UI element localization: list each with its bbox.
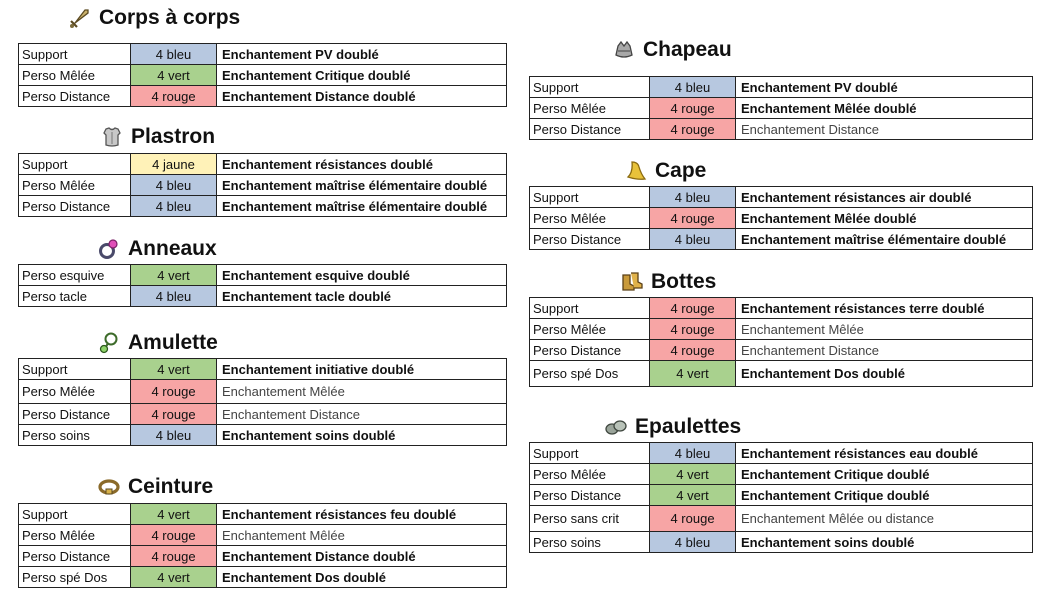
table-row: [530, 208, 1033, 229]
enchant-table: [529, 442, 1033, 553]
table-row: [19, 525, 507, 546]
role-cell: Perso soins: [530, 532, 650, 553]
role-cell: Perso Mêlée: [19, 175, 131, 196]
ring-icon: [97, 237, 121, 261]
enchant-table: [18, 358, 507, 446]
rune-value-cell: 4 rouge: [131, 525, 217, 546]
enchant-table: [18, 503, 507, 588]
rune-value-cell: 4 bleu: [131, 425, 217, 446]
role-cell: Perso Distance: [19, 86, 131, 107]
role-cell: Support: [530, 443, 650, 464]
table-row: [530, 319, 1033, 340]
table-row: [19, 546, 507, 567]
rune-value-cell: 4 rouge: [650, 340, 736, 361]
effect-cell: Enchantement résistances doublé: [217, 154, 507, 175]
effect-cell: Enchantement résistances feu doublé: [217, 504, 507, 525]
role-cell: Support: [19, 359, 131, 380]
table-row: [19, 265, 507, 286]
role-cell: Perso Distance: [19, 404, 131, 425]
section-title: [624, 157, 706, 185]
effect-cell: Enchantement Mêlée doublé: [736, 98, 1033, 119]
table-row: [19, 567, 507, 588]
effect-cell: Enchantement Distance doublé: [217, 546, 507, 567]
enchant-table: [18, 264, 507, 307]
table-row: [530, 464, 1033, 485]
rune-value-cell: 4 bleu: [650, 229, 736, 250]
effect-cell: Enchantement maîtrise élémentaire doublé: [217, 196, 507, 217]
effect-cell: Enchantement Mêlée: [217, 380, 507, 404]
effect-cell: Enchantement Distance: [736, 340, 1033, 361]
amulet-icon: [97, 331, 121, 355]
cape-icon: [624, 159, 648, 183]
role-cell: Support: [19, 44, 131, 65]
effect-cell: Enchantement tacle doublé: [217, 286, 507, 307]
role-cell: Perso Mêlée: [530, 98, 650, 119]
enchant-table: [18, 43, 507, 107]
rune-value-cell: 4 vert: [131, 65, 217, 86]
effect-cell: Enchantement PV doublé: [217, 44, 507, 65]
role-cell: Perso sans crit: [530, 506, 650, 532]
effect-cell: Enchantement résistances eau doublé: [736, 443, 1033, 464]
role-cell: Perso soins: [19, 425, 131, 446]
rune-value-cell: 4 rouge: [650, 208, 736, 229]
role-cell: Perso Mêlée: [530, 464, 650, 485]
rune-value-cell: 4 bleu: [650, 187, 736, 208]
role-cell: Perso Mêlée: [530, 208, 650, 229]
table-row: [19, 380, 507, 404]
rune-value-cell: 4 vert: [131, 504, 217, 525]
section-title: [612, 36, 732, 64]
section-title: [100, 123, 215, 151]
effect-cell: Enchantement Dos doublé: [217, 567, 507, 588]
rune-value-cell: 4 vert: [131, 359, 217, 380]
table-row: [19, 286, 507, 307]
role-cell: Perso Mêlée: [530, 319, 650, 340]
role-cell: Support: [19, 154, 131, 175]
sword-icon: [68, 6, 92, 30]
effect-cell: Enchantement esquive doublé: [217, 265, 507, 286]
role-cell: Perso Distance: [19, 196, 131, 217]
rune-value-cell: 4 bleu: [650, 443, 736, 464]
rune-value-cell: 4 rouge: [131, 86, 217, 107]
section-title-text: Plastron: [131, 125, 216, 148]
effect-cell: Enchantement Mêlée: [217, 525, 507, 546]
role-cell: Support: [19, 504, 131, 525]
effect-cell: Enchantement initiative doublé: [217, 359, 507, 380]
role-cell: Perso Distance: [530, 485, 650, 506]
effect-cell: Enchantement Critique doublé: [736, 464, 1033, 485]
rune-value-cell: 4 rouge: [131, 380, 217, 404]
table-row: [530, 443, 1033, 464]
effect-cell: Enchantement résistances air doublé: [736, 187, 1033, 208]
role-cell: Perso esquive: [19, 265, 131, 286]
section-title-text: Anneaux: [128, 237, 217, 260]
shoulder-pads-icon: [604, 415, 628, 439]
section-title-text: Corps à corps: [99, 6, 241, 29]
section-title: [97, 329, 218, 357]
table-row: [530, 340, 1033, 361]
table-row: [530, 229, 1033, 250]
rune-value-cell: 4 vert: [131, 567, 217, 588]
effect-cell: Enchantement soins doublé: [736, 532, 1033, 553]
rune-value-cell: 4 rouge: [650, 319, 736, 340]
rune-value-cell: 4 rouge: [650, 506, 736, 532]
table-row: [530, 119, 1033, 140]
table-row: [19, 65, 507, 86]
role-cell: Perso spé Dos: [19, 567, 131, 588]
table-row: [19, 175, 507, 196]
table-row: [530, 77, 1033, 98]
rune-value-cell: 4 vert: [650, 361, 736, 387]
effect-cell: Enchantement Critique doublé: [736, 485, 1033, 506]
table-row: [19, 504, 507, 525]
section-title-text: Cape: [655, 159, 707, 182]
belt-icon: [97, 475, 121, 499]
table-row: [19, 44, 507, 65]
effect-cell: Enchantement maîtrise élémentaire doublé: [217, 175, 507, 196]
table-row: [530, 187, 1033, 208]
rune-value-cell: 4 bleu: [131, 175, 217, 196]
table-row: [530, 532, 1033, 553]
section-title: [604, 413, 741, 441]
hat-icon: [612, 38, 636, 62]
effect-cell: Enchantement Distance: [217, 404, 507, 425]
table-row: [19, 359, 507, 380]
section-title: [68, 4, 240, 32]
rune-value-cell: 4 rouge: [131, 546, 217, 567]
role-cell: Support: [530, 298, 650, 319]
table-row: [19, 86, 507, 107]
table-row: [530, 506, 1033, 532]
effect-cell: Enchantement Critique doublé: [217, 65, 507, 86]
section-title: [97, 235, 217, 263]
role-cell: Perso Distance: [530, 340, 650, 361]
role-cell: Perso Distance: [19, 546, 131, 567]
effect-cell: Enchantement PV doublé: [736, 77, 1033, 98]
rune-value-cell: 4 vert: [650, 464, 736, 485]
rune-value-cell: 4 vert: [650, 485, 736, 506]
table-row: [19, 154, 507, 175]
role-cell: Perso Mêlée: [19, 380, 131, 404]
role-cell: Perso Mêlée: [19, 65, 131, 86]
role-cell: Perso Mêlée: [19, 525, 131, 546]
enchant-table: [529, 297, 1033, 387]
section-title-text: Ceinture: [128, 475, 214, 498]
role-cell: Perso Distance: [530, 229, 650, 250]
rune-value-cell: 4 bleu: [131, 196, 217, 217]
section-title: [620, 268, 716, 296]
rune-value-cell: 4 bleu: [650, 532, 736, 553]
effect-cell: Enchantement Mêlée doublé: [736, 208, 1033, 229]
effect-cell: Enchantement soins doublé: [217, 425, 507, 446]
enchant-table: [18, 153, 507, 217]
rune-value-cell: 4 rouge: [650, 119, 736, 140]
table-row: [19, 404, 507, 425]
rune-value-cell: 4 bleu: [650, 77, 736, 98]
role-cell: Support: [530, 77, 650, 98]
boots-icon: [620, 270, 644, 294]
role-cell: Perso tacle: [19, 286, 131, 307]
rune-value-cell: 4 rouge: [650, 298, 736, 319]
rune-value-cell: 4 jaune: [131, 154, 217, 175]
table-row: [530, 485, 1033, 506]
table-row: [530, 298, 1033, 319]
section-title-text: Epaulettes: [635, 415, 742, 438]
rune-value-cell: 4 bleu: [131, 44, 217, 65]
effect-cell: Enchantement Distance: [736, 119, 1033, 140]
section-title-text: Bottes: [651, 270, 717, 293]
rune-value-cell: 4 rouge: [650, 98, 736, 119]
enchant-table: [529, 186, 1033, 250]
role-cell: Perso Distance: [530, 119, 650, 140]
breastplate-icon: [100, 125, 124, 149]
section-title-text: Amulette: [128, 331, 218, 354]
section-title-text: Chapeau: [643, 38, 732, 61]
effect-cell: Enchantement Dos doublé: [736, 361, 1033, 387]
table-row: [530, 98, 1033, 119]
enchant-table: [529, 76, 1033, 140]
table-row: [19, 425, 507, 446]
role-cell: Support: [530, 187, 650, 208]
role-cell: Perso spé Dos: [530, 361, 650, 387]
rune-value-cell: 4 bleu: [131, 286, 217, 307]
effect-cell: Enchantement Mêlée: [736, 319, 1033, 340]
table-row: [530, 361, 1033, 387]
effect-cell: Enchantement Distance doublé: [217, 86, 507, 107]
rune-value-cell: 4 rouge: [131, 404, 217, 425]
effect-cell: Enchantement résistances terre doublé: [736, 298, 1033, 319]
rune-value-cell: 4 vert: [131, 265, 217, 286]
effect-cell: Enchantement maîtrise élémentaire doublé: [736, 229, 1033, 250]
table-row: [19, 196, 507, 217]
effect-cell: Enchantement Mêlée ou distance: [736, 506, 1033, 532]
section-title: [97, 473, 213, 501]
